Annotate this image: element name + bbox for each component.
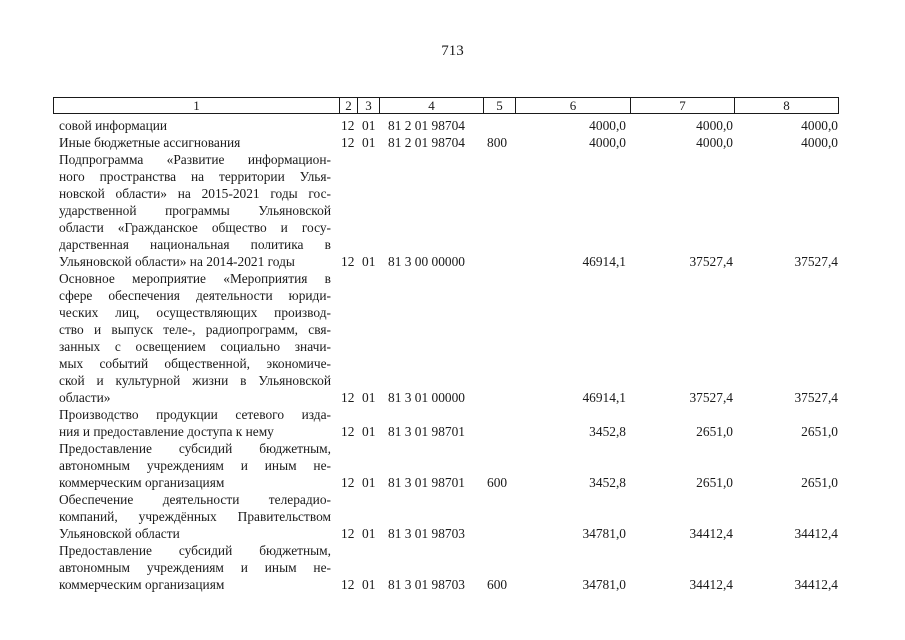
row-description xyxy=(59,151,331,270)
section-code: 12 xyxy=(341,424,355,439)
header-col-2: 2 xyxy=(340,98,358,113)
amount-col-6: 46914,1 xyxy=(582,254,626,269)
description-line: Обеспечение деятельности телерадио- xyxy=(59,492,331,507)
subsection-code: 01 xyxy=(362,424,376,439)
amount-col-8: 34412,4 xyxy=(794,577,838,592)
amount-col-8: 4000,0 xyxy=(801,118,838,133)
description-line: компаний, учреждённых Правительством xyxy=(59,509,331,524)
section-code: 12 xyxy=(341,526,355,541)
header-col-1: 1 xyxy=(54,98,340,113)
amount-col-8: 37527,4 xyxy=(794,390,838,405)
description-line: ческих лиц, осуществляющих производ- xyxy=(59,305,331,320)
amount-col-7: 37527,4 xyxy=(689,390,733,405)
description-line: ской и культурной жизни в Ульяновской xyxy=(59,373,331,388)
description-line: дарственная национальная политика в xyxy=(59,237,331,252)
subsection-code: 01 xyxy=(362,526,376,541)
table-row xyxy=(0,406,905,440)
table-row xyxy=(0,117,905,134)
row-description xyxy=(59,406,331,440)
description-line: Предоставление субсидий бюджетным, xyxy=(59,441,331,456)
header-col-7: 7 xyxy=(631,98,735,113)
table-row xyxy=(0,542,905,593)
amount-col-7: 2651,0 xyxy=(696,475,733,490)
subsection-code: 01 xyxy=(362,254,376,269)
amount-col-7: 34412,4 xyxy=(689,577,733,592)
description-line: Иные бюджетные ассигнования xyxy=(59,135,241,150)
table-row xyxy=(0,134,905,151)
page-number: 713 xyxy=(441,43,464,59)
amount-col-8: 2651,0 xyxy=(801,424,838,439)
expense-type-code: 800 xyxy=(487,135,508,150)
target-article-code: 81 2 01 98704 xyxy=(388,118,465,133)
section-code: 12 xyxy=(341,390,355,405)
row-description xyxy=(59,491,331,542)
description-line: ния и предоставление доступа к нему xyxy=(59,424,274,439)
description-line: совой информации xyxy=(59,118,168,133)
target-article-code: 81 3 00 00000 xyxy=(388,254,465,269)
target-article-code: 81 3 01 98701 xyxy=(388,475,465,490)
row-description xyxy=(59,542,331,593)
amount-col-7: 37527,4 xyxy=(689,254,733,269)
table-row xyxy=(0,151,905,270)
description-line: Ульяновской области» на 2014-2021 годы xyxy=(59,254,295,269)
row-description xyxy=(59,270,331,406)
description-line: Ульяновской области xyxy=(59,526,180,541)
header-col-8: 8 xyxy=(783,98,790,113)
amount-col-7: 4000,0 xyxy=(696,118,733,133)
section-code: 12 xyxy=(341,118,355,133)
amount-col-8: 4000,0 xyxy=(801,135,838,150)
description-line: сфере обеспечения деятельности юриди- xyxy=(59,288,331,303)
description-line: области» xyxy=(59,390,111,405)
amount-col-6: 3452,8 xyxy=(589,475,626,490)
amount-col-7: 34412,4 xyxy=(689,526,733,541)
target-article-code: 81 3 01 00000 xyxy=(388,390,465,405)
amount-col-6: 46914,1 xyxy=(582,390,626,405)
description-line: коммерческим организациям xyxy=(59,577,225,592)
amount-col-6: 3452,8 xyxy=(589,424,626,439)
target-article-code: 81 3 01 98703 xyxy=(388,577,465,592)
table-row xyxy=(0,440,905,491)
amount-col-7: 4000,0 xyxy=(696,135,733,150)
section-code: 12 xyxy=(341,254,355,269)
section-code: 12 xyxy=(341,135,355,150)
description-line: Подпрограмма «Развитие информацион- xyxy=(59,152,331,167)
amount-col-6: 4000,0 xyxy=(589,135,626,150)
description-line: мых событий общественной, экономиче- xyxy=(59,356,331,371)
section-code: 12 xyxy=(341,475,355,490)
table-row xyxy=(0,270,905,406)
section-code: 12 xyxy=(341,577,355,592)
subsection-code: 01 xyxy=(362,118,376,133)
description-line: ство и выпуск теле-, радиопрограмм, свя- xyxy=(59,322,331,337)
amount-col-6: 34781,0 xyxy=(582,577,626,592)
row-description xyxy=(59,440,331,491)
subsection-code: 01 xyxy=(362,475,376,490)
description-line: Предоставление субсидий бюджетным, xyxy=(59,543,331,558)
target-article-code: 81 3 01 98703 xyxy=(388,526,465,541)
description-line: новской области» на 2015-2021 годы гос- xyxy=(59,186,331,201)
description-line: автономным учреждениям и иным не- xyxy=(59,560,331,575)
amount-col-8: 37527,4 xyxy=(794,254,838,269)
description-line: занных с освещением социально значи- xyxy=(59,339,331,354)
row-description xyxy=(59,134,331,151)
header-col-5: 5 xyxy=(484,98,516,113)
amount-col-6: 34781,0 xyxy=(582,526,626,541)
header-col-3: 3 xyxy=(358,98,380,113)
amount-col-7: 2651,0 xyxy=(696,424,733,439)
target-article-code: 81 3 01 98701 xyxy=(388,424,465,439)
target-article-code: 81 2 01 98704 xyxy=(388,135,465,150)
expense-type-code: 600 xyxy=(487,475,508,490)
description-line: автономным учреждениям и иным не- xyxy=(59,458,331,473)
description-line: Производство продукции сетевого изда- xyxy=(59,407,331,422)
subsection-code: 01 xyxy=(362,577,376,592)
header-col-4: 4 xyxy=(380,98,484,113)
expense-type-code: 600 xyxy=(487,577,508,592)
header-col-6: 6 xyxy=(516,98,631,113)
subsection-code: 01 xyxy=(362,390,376,405)
table-row xyxy=(0,491,905,542)
table-header xyxy=(53,97,839,114)
description-line: коммерческим организациям xyxy=(59,475,225,490)
amount-col-8: 34412,4 xyxy=(794,526,838,541)
amount-col-8: 2651,0 xyxy=(801,475,838,490)
description-line: Основное мероприятие «Мероприятия в xyxy=(59,271,331,286)
subsection-code: 01 xyxy=(362,135,376,150)
row-description xyxy=(59,117,331,134)
description-line: ударственной программы Ульяновской xyxy=(59,203,331,218)
description-line: области «Гражданское общество и госу- xyxy=(59,220,331,235)
description-line: ного пространства на территории Улья- xyxy=(59,169,331,184)
amount-col-6: 4000,0 xyxy=(589,118,626,133)
